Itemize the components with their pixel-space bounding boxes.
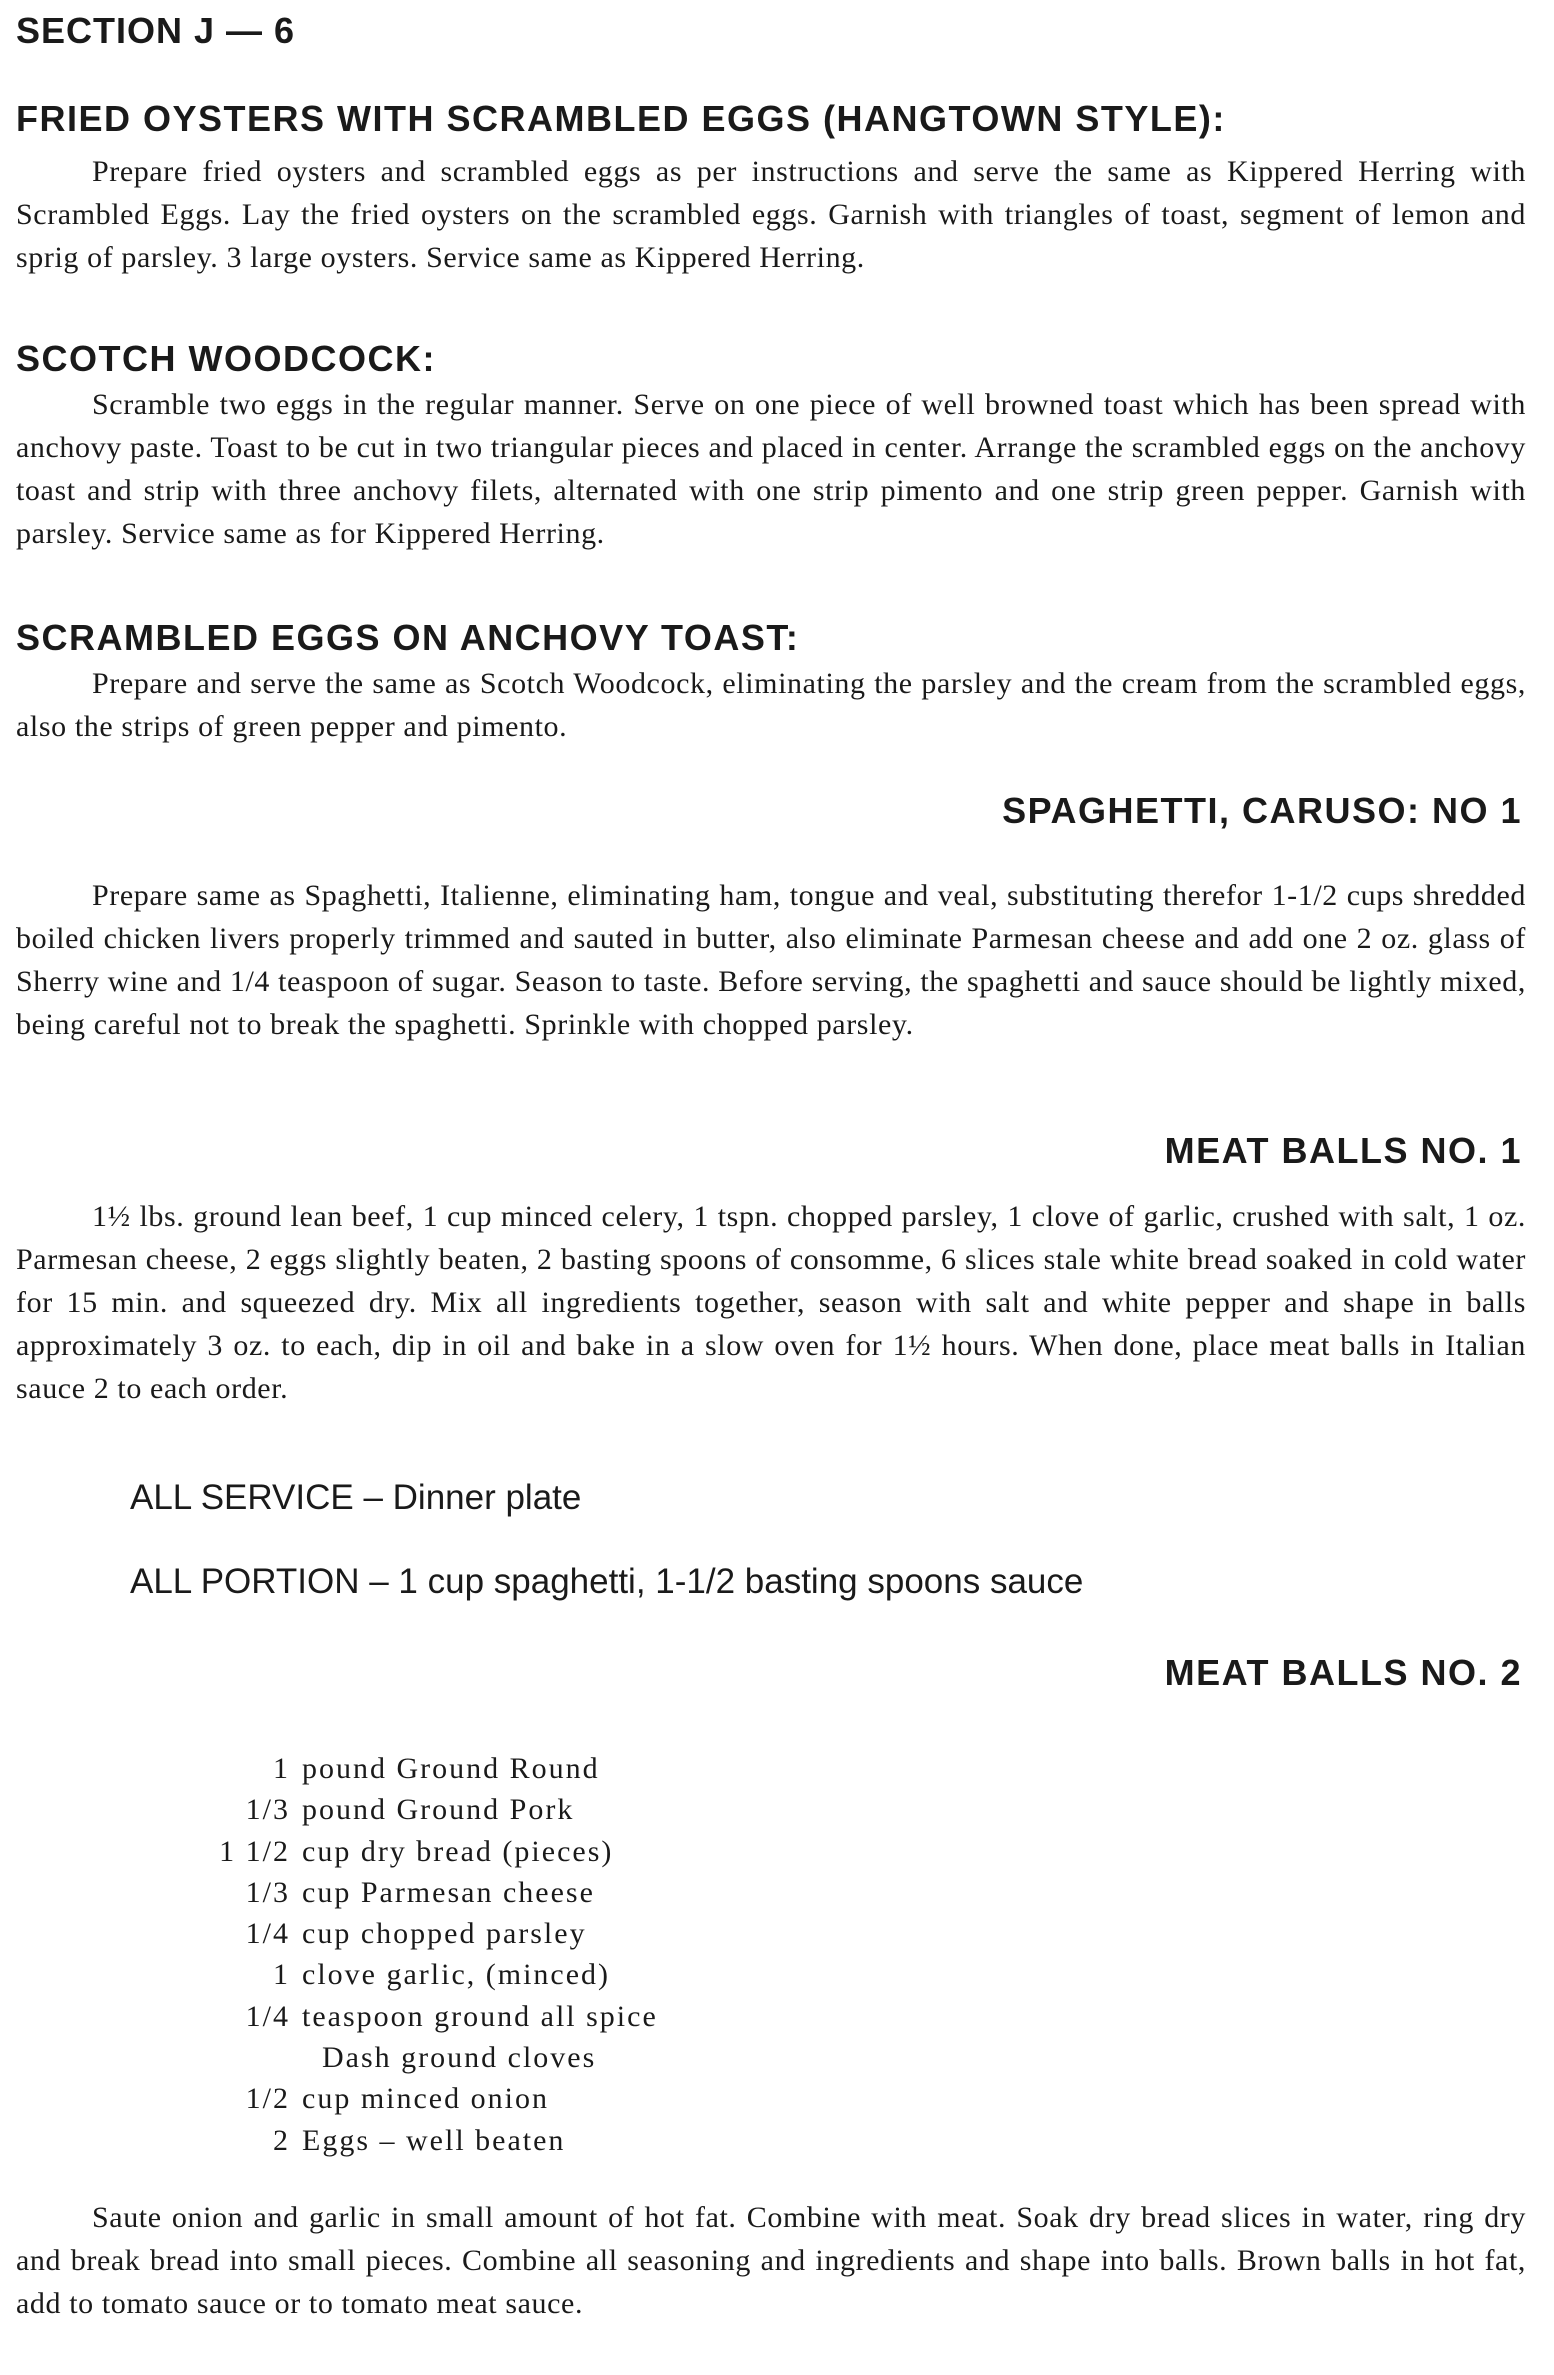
ingredient-item: cup chopped parsley	[302, 1917, 587, 1951]
body-fried-oysters: Prepare fried oysters and scrambled eggs as per instructions and serve the same as Kippered Herring with Scrambled Eggs. Lay the fried oysters on the scrambled eggs. Garnish with triangles of toast, segment of lemon and sprig of parsley. 3 large oysters. Service same as Kippered Herring.	[16, 155, 1526, 274]
ingredient-item: cup dry bread (pieces)	[302, 1834, 614, 1868]
ingredient-item: Dash ground cloves	[322, 2041, 597, 2075]
ingredient-qty: 1 1/2	[219, 1834, 290, 1868]
body-meat-balls-2: Saute onion and garlic in small amount of hot fat. Combine with meat. Soak dry bread slices in water, ring dry and break bread into small pieces. Combine all seasoning and ingredients and shape into balls. Brown balls in hot fat, add to tomato sauce or to tomato meat sauce.	[16, 2201, 1526, 2320]
ingredient-qty: 1/4	[245, 1999, 290, 2033]
ingredient-qty: 1	[273, 1958, 290, 1992]
ingredient-item: Eggs – well beaten	[302, 2123, 566, 2157]
heading-meat-balls-1: MEAT BALLS NO. 1	[1164, 1130, 1522, 1171]
ingredient-row	[150, 2120, 658, 2161]
ingredient-row	[150, 1748, 658, 1789]
ingredient-row	[150, 1872, 658, 1913]
portion-line: ALL PORTION – 1 cup spaghetti, 1-1/2 basting spoons sauce	[130, 1562, 1084, 1601]
heading-scrambled-anchovy: SCRAMBLED EGGS ON ANCHOVY TOAST:	[16, 617, 800, 658]
ingredient-item: cup Parmesan cheese	[302, 1875, 595, 1909]
ingredient-row	[150, 1996, 658, 2037]
ingredient-row	[150, 1954, 658, 1995]
body-scrambled-anchovy: Prepare and serve the same as Scotch Woodcock, eliminating the parsley and the cream from the scrambled eggs, also the strips of green pepper and pimento.	[16, 667, 1526, 743]
ingredient-item: pound Ground Pork	[302, 1793, 575, 1827]
ingredient-item: clove garlic, (minced)	[302, 1958, 611, 1992]
ingredient-row	[150, 1831, 658, 1872]
heading-meat-balls-2: MEAT BALLS NO. 2	[1164, 1652, 1522, 1693]
ingredient-qty: 1/3	[245, 1875, 290, 1909]
heading-scotch-woodcock: SCOTCH WOODCOCK:	[16, 338, 436, 379]
ingredient-item: teaspoon ground all spice	[302, 1999, 658, 2033]
body-meat-balls-1: 1½ lbs. ground lean beef, 1 cup minced celery, 1 tspn. chopped parsley, 1 clove of garlic, crushed with salt, 1 oz. Parmesan cheese, 2 eggs slightly beaten, 2 basting spoons of consomme, 6 slices stale white bread soaked in cold water for 15 min. and squeezed dry. Mix all ingredients together, season with salt and white pepper and shape in balls approximately 3 oz. to each, dip in oil and bake in a slow oven for 1½ hours. When done, place meat balls in Italian sauce 2 to each order.	[16, 1200, 1526, 1405]
heading-spaghetti-caruso: SPAGHETTI, CARUSO: NO 1	[1002, 790, 1522, 831]
body-scotch-woodcock: Scramble two eggs in the regular manner. Serve on one piece of well browned toast which has been spread with anchovy paste. Toast to be cut in two triangular pieces and placed in center. Arrange the scrambled eggs on the anchovy toast and strip with three anchovy filets, alternated with one strip pimento and one strip green pepper. Garnish with parsley. Service same as for Kippered Herring.	[16, 388, 1526, 550]
ingredient-row	[150, 1789, 658, 1830]
ingredient-list	[150, 1748, 658, 2161]
ingredient-qty	[150, 2037, 322, 2078]
service-line: ALL SERVICE – Dinner plate	[130, 1478, 582, 1517]
ingredient-qty: 1/2	[245, 2082, 290, 2116]
ingredient-item: cup minced onion	[302, 2082, 549, 2116]
ingredient-qty: 1/4	[245, 1917, 290, 1951]
ingredient-row	[150, 2078, 658, 2119]
ingredient-item: pound Ground Round	[302, 1752, 600, 1785]
ingredient-qty: 1/3	[245, 1793, 290, 1827]
ingredient-qty: 2	[273, 2123, 290, 2157]
ingredient-qty: 1	[273, 1752, 290, 1785]
section-label: SECTION J — 6	[16, 10, 296, 51]
ingredient-row	[150, 2037, 658, 2078]
body-spaghetti-caruso: Prepare same as Spaghetti, Italienne, eliminating ham, tongue and veal, substituting therefor 1-1/2 cups shredded boiled chicken livers properly trimmed and sauted in butter, also eliminate Parmesan cheese and add one 2 oz. glass of Sherry wine and 1/4 teaspoon of sugar. Season to taste. Before serving, the spaghetti and sauce should be lightly mixed, being careful not to break the spaghetti. Sprinkle with chopped parsley.	[16, 879, 1526, 1041]
heading-fried-oysters: FRIED OYSTERS WITH SCRAMBLED EGGS (HANGTOWN STYLE):	[16, 98, 1226, 139]
ingredient-row	[150, 1913, 658, 1954]
